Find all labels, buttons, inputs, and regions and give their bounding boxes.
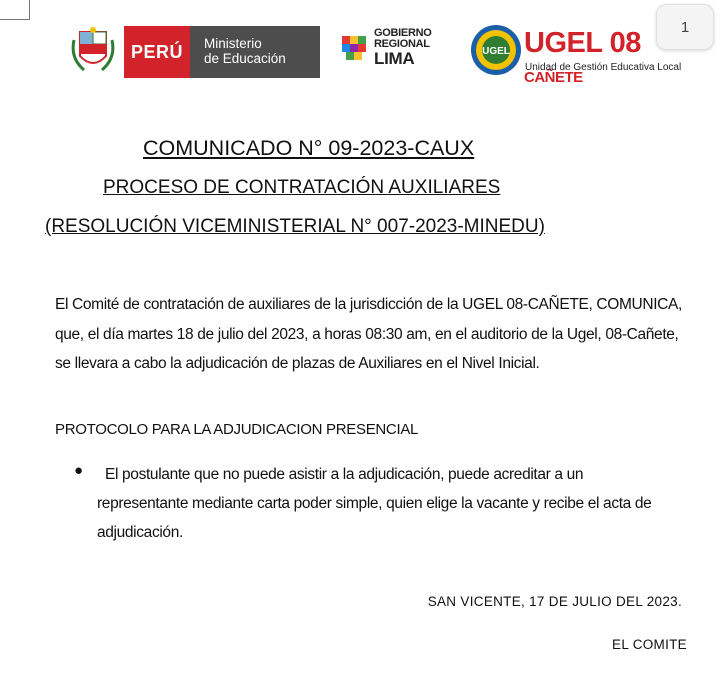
document-header — [70, 24, 684, 86]
document-subtitle: PROCESO DE CONTRATACIÓN AUXILIARES — [103, 177, 501, 198]
resolution-line: (RESOLUCIÓN VICEMINISTERIAL N° 007-2023-MINEDU) — [45, 216, 545, 237]
protocol-bullet-item: El postulante que no puede asistir a la adjudicación, puede acreditar a un representante mediante carta poder simple, quien elige la vacante y recibe el acta de adjudicación. — [97, 466, 652, 541]
seal-label: UGEL — [482, 46, 510, 57]
bullet-marker: ● — [74, 462, 84, 479]
gobierno-regional-logo: GOBIERNO REGIONAL LIMA — [374, 27, 432, 68]
date-line: SAN VICENTE, 17 DE JULIO DEL 2023. — [427, 594, 682, 609]
ugel-logo-title: UGEL 08 CAÑETE — [524, 27, 641, 86]
document-title: COMUNICADO N° 09-2023-CAUX — [143, 136, 475, 160]
protocol-heading: PROTOCOLO PARA LA ADJUDICACION PRESENCIAL — [55, 421, 419, 438]
announcement-paragraph: El Comité de contratación de auxiliares de la jurisdicción de la UGEL 08-CAÑETE, COMUNICA, que, el día martes 18 de julio del 2023, a horas 08:30 am, en el auditorio de la Ugel, 08-Cañete, se llevara a cabo la adjudicación de plazas de Auxiliares en el Nivel Inicial. — [55, 296, 682, 372]
page-corner-mark — [0, 0, 30, 20]
ministry-logo: Ministerio de Educación — [190, 26, 320, 78]
gobierno-regional-icon — [342, 28, 368, 66]
ugel-seal-icon — [470, 24, 522, 76]
ugel-subtitle: Unidad de Gestión Educativa Local — [525, 62, 682, 73]
page-number: 1 — [680, 18, 690, 36]
peru-coat-of-arms-icon — [70, 26, 116, 76]
signature: EL COMITE — [612, 637, 687, 652]
peru-logo: PERÚ — [124, 26, 190, 78]
